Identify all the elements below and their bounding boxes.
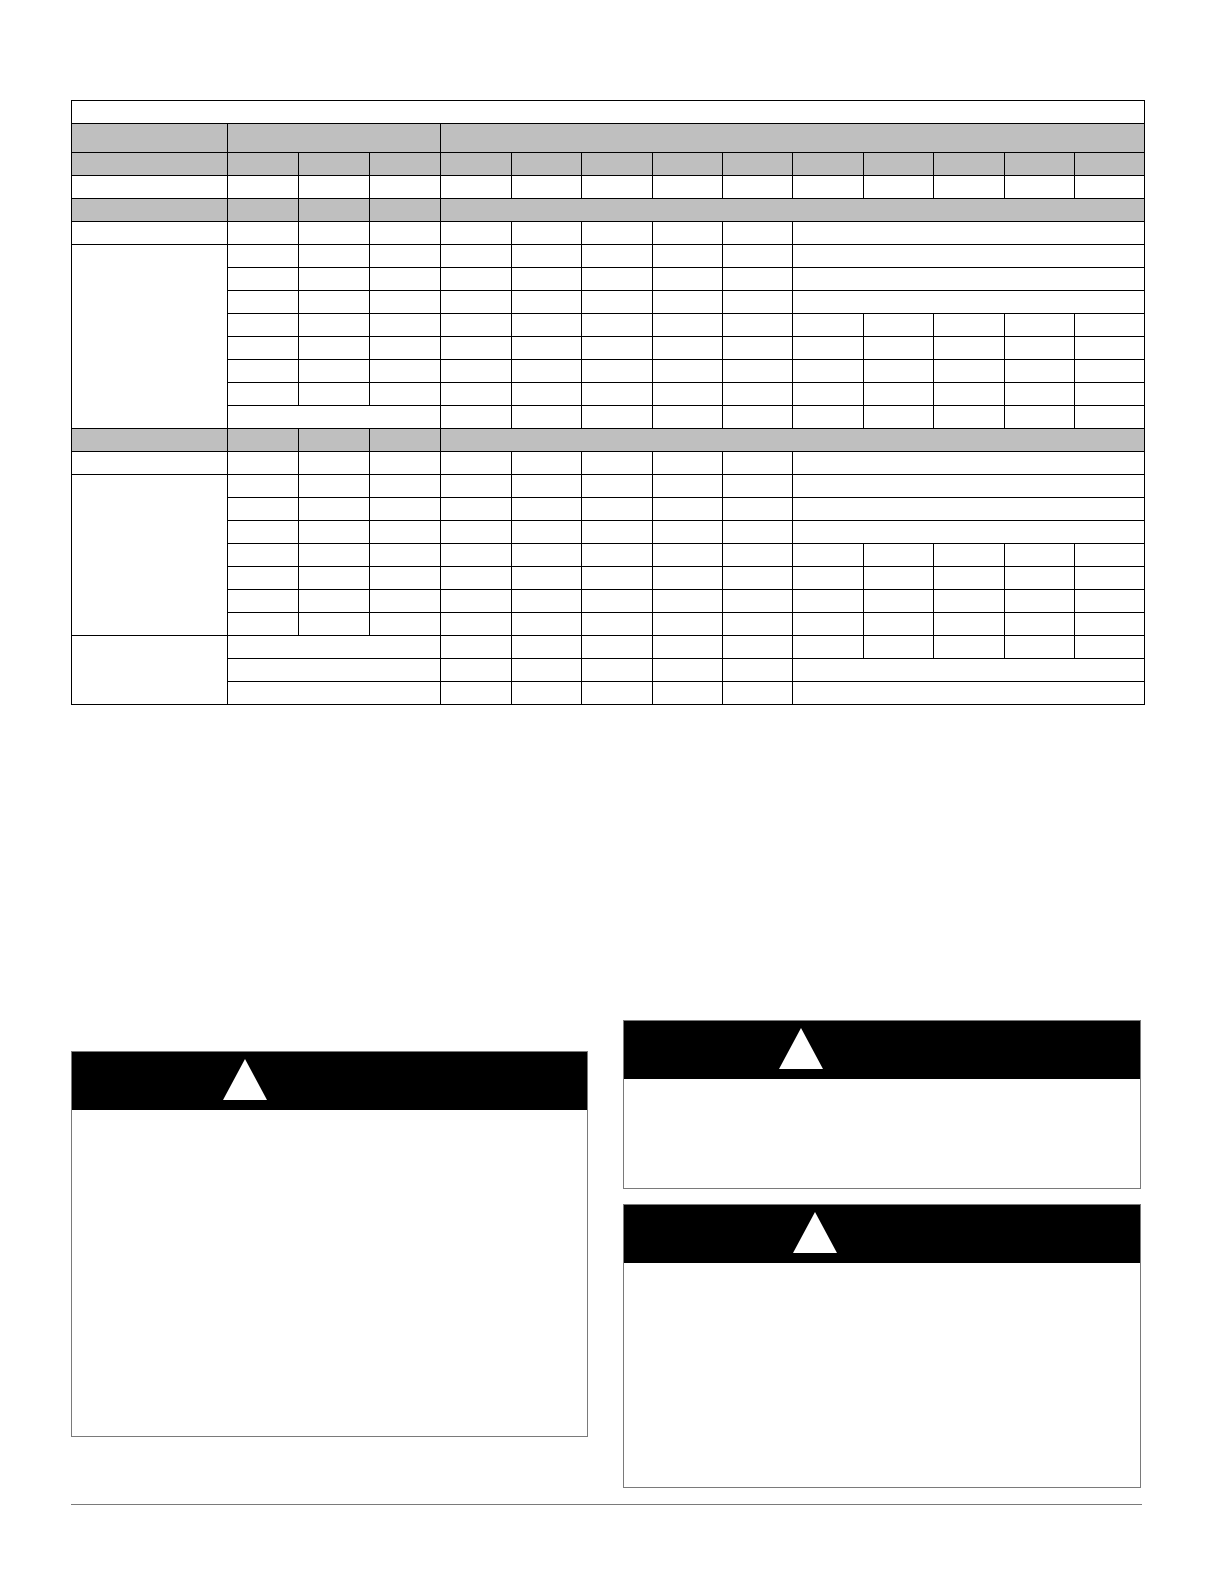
table-cell	[723, 475, 793, 498]
table-cell	[72, 176, 228, 199]
table-cell	[723, 544, 793, 567]
table-cell	[512, 268, 582, 291]
table-cell	[299, 475, 370, 498]
table-cell	[72, 452, 228, 475]
table-cell	[441, 590, 512, 613]
table-cell	[1005, 406, 1075, 429]
table-row	[72, 291, 1145, 314]
table-cell	[653, 245, 723, 268]
table-cell	[228, 291, 299, 314]
table-cell	[934, 337, 1005, 360]
warning-box-right-bottom	[623, 1204, 1141, 1488]
table-cell	[793, 498, 1145, 521]
table-cell	[72, 429, 228, 452]
row-group-label	[72, 636, 228, 705]
table-cell	[370, 337, 441, 360]
table-cell	[1005, 360, 1075, 383]
warning-triangle-icon	[779, 1028, 823, 1069]
table-cell	[441, 567, 512, 590]
table-cell	[723, 452, 793, 475]
warning-triangle-icon	[223, 1059, 267, 1100]
table-cell	[864, 153, 934, 176]
table-cell	[653, 682, 723, 705]
table-cell	[934, 176, 1005, 199]
table-cell	[653, 222, 723, 245]
table-cell	[370, 544, 441, 567]
table-cell	[228, 452, 299, 475]
table-cell	[512, 659, 582, 682]
table-cell	[653, 567, 723, 590]
table-cell	[370, 521, 441, 544]
table-cell	[370, 268, 441, 291]
table-cell	[228, 567, 299, 590]
table-row	[72, 314, 1145, 337]
table-cell	[512, 636, 582, 659]
table-cell	[228, 337, 299, 360]
table-cell	[793, 521, 1145, 544]
table-cell	[512, 567, 582, 590]
table-cell	[1075, 176, 1145, 199]
table-cell	[441, 337, 512, 360]
table-cell	[723, 613, 793, 636]
table-row	[72, 222, 1145, 245]
warning-box-left	[71, 1051, 588, 1437]
table-cell	[1005, 383, 1075, 406]
table-cell	[299, 590, 370, 613]
row-group-label	[72, 245, 228, 429]
table-cell	[299, 199, 370, 222]
table-cell	[1005, 337, 1075, 360]
table-cell	[793, 613, 864, 636]
table-cell	[228, 268, 299, 291]
table-cell	[370, 222, 441, 245]
table-cell	[582, 222, 653, 245]
table-row	[72, 245, 1145, 268]
table-cell	[793, 176, 864, 199]
table-row	[72, 337, 1145, 360]
table-row	[72, 383, 1145, 406]
table-cell	[934, 613, 1005, 636]
table-cell	[370, 590, 441, 613]
table-cell	[793, 567, 864, 590]
table-cell	[934, 314, 1005, 337]
table-cell	[441, 314, 512, 337]
table-cell	[723, 406, 793, 429]
table-cell	[723, 360, 793, 383]
table-cell	[582, 590, 653, 613]
table-cell	[299, 245, 370, 268]
warning-header-band	[624, 1205, 1140, 1263]
table-cell	[1075, 337, 1145, 360]
warning-triangle-icon	[793, 1212, 837, 1253]
table-cell	[299, 314, 370, 337]
table-cell	[864, 613, 934, 636]
table-cell	[582, 498, 653, 521]
table-cell	[72, 222, 228, 245]
table-row	[72, 452, 1145, 475]
table-cell	[934, 383, 1005, 406]
table-cell	[512, 452, 582, 475]
table-cell	[653, 636, 723, 659]
table-cell	[299, 176, 370, 199]
table-cell	[864, 314, 934, 337]
table-cell	[512, 291, 582, 314]
table-cell	[441, 176, 512, 199]
table-cell	[512, 314, 582, 337]
table-cell	[228, 176, 299, 199]
table-row	[72, 521, 1145, 544]
table-cell	[370, 153, 441, 176]
table-cell	[299, 291, 370, 314]
table-cell	[441, 245, 512, 268]
table-cell	[370, 314, 441, 337]
table-cell	[793, 245, 1145, 268]
table-cell	[228, 659, 441, 682]
header-cell	[72, 153, 228, 176]
table-cell	[441, 613, 512, 636]
table-cell	[793, 291, 1145, 314]
table-cell	[1005, 567, 1075, 590]
table-cell	[228, 222, 299, 245]
table-cell	[653, 659, 723, 682]
table-cell	[934, 567, 1005, 590]
table-cell	[793, 314, 864, 337]
table-title	[72, 101, 1145, 124]
warning-box-right-top	[623, 1020, 1141, 1189]
table-cell	[793, 337, 864, 360]
table-cell	[723, 659, 793, 682]
table-cell	[1075, 153, 1145, 176]
table-header-row	[72, 124, 1145, 153]
table-cell	[723, 636, 793, 659]
table-cell	[934, 590, 1005, 613]
table-cell	[370, 452, 441, 475]
table-cell	[723, 245, 793, 268]
table-cell	[512, 682, 582, 705]
table-row	[72, 590, 1145, 613]
table-cell	[723, 291, 793, 314]
table-cell	[934, 406, 1005, 429]
table-cell	[370, 291, 441, 314]
table-cell	[228, 613, 299, 636]
table-cell	[653, 544, 723, 567]
table-cell	[582, 245, 653, 268]
table-cell	[512, 337, 582, 360]
table-cell	[653, 176, 723, 199]
header-cell	[72, 124, 228, 153]
table-cell	[512, 360, 582, 383]
table-cell	[1075, 360, 1145, 383]
table-cell	[653, 268, 723, 291]
table-row	[72, 360, 1145, 383]
table-cell	[723, 521, 793, 544]
table-cell	[653, 521, 723, 544]
table-cell	[299, 222, 370, 245]
table-row	[72, 268, 1145, 291]
table-cell	[1075, 544, 1145, 567]
table-cell	[653, 383, 723, 406]
table-cell	[441, 383, 512, 406]
table-cell	[582, 636, 653, 659]
table-cell	[228, 682, 441, 705]
table-cell	[864, 567, 934, 590]
table-cell	[582, 567, 653, 590]
table-cell	[653, 452, 723, 475]
table-cell	[1075, 636, 1145, 659]
table-cell	[1075, 567, 1145, 590]
table-row	[72, 544, 1145, 567]
table-cell	[512, 222, 582, 245]
table-cell	[864, 406, 934, 429]
table-cell	[582, 291, 653, 314]
table-cell	[1005, 613, 1075, 636]
table-cell	[582, 521, 653, 544]
table-cell	[512, 153, 582, 176]
table-cell	[653, 360, 723, 383]
table-cell	[864, 590, 934, 613]
table-cell	[228, 429, 299, 452]
table-row	[72, 176, 1145, 199]
table-cell	[864, 337, 934, 360]
table-cell	[299, 153, 370, 176]
table-cell	[1005, 590, 1075, 613]
table-cell	[653, 590, 723, 613]
table-row	[72, 636, 1145, 659]
table-cell	[512, 613, 582, 636]
table-cell	[934, 636, 1005, 659]
table-cell	[723, 337, 793, 360]
table-cell	[793, 452, 1145, 475]
table-cell	[441, 636, 512, 659]
table-cell	[441, 360, 512, 383]
table-cell	[299, 567, 370, 590]
row-group-label	[72, 475, 228, 636]
table-cell	[512, 544, 582, 567]
footer-divider	[71, 1504, 1142, 1505]
table-cell	[441, 452, 512, 475]
table-cell	[512, 406, 582, 429]
table-cell	[582, 268, 653, 291]
table-cell	[441, 498, 512, 521]
table-cell	[582, 544, 653, 567]
table-cell	[441, 406, 512, 429]
table-cell	[582, 682, 653, 705]
table-title-row	[72, 101, 1145, 124]
table-row	[72, 406, 1145, 429]
table-cell	[934, 544, 1005, 567]
table-cell	[441, 521, 512, 544]
table-cell	[793, 222, 1145, 245]
table-cell	[1075, 383, 1145, 406]
table-cell	[582, 659, 653, 682]
table-cell	[723, 222, 793, 245]
table-row	[72, 682, 1145, 705]
table-cell	[228, 383, 299, 406]
table-cell	[441, 153, 512, 176]
table-cell	[228, 475, 299, 498]
table-cell	[864, 544, 934, 567]
table-cell	[228, 406, 441, 429]
table-cell	[441, 475, 512, 498]
table-cell	[228, 636, 441, 659]
table-cell	[441, 291, 512, 314]
table-cell	[653, 406, 723, 429]
table-cell	[441, 429, 1145, 452]
table-cell	[582, 337, 653, 360]
table-cell	[653, 291, 723, 314]
table-cell	[512, 245, 582, 268]
table-cell	[370, 429, 441, 452]
table-cell	[582, 475, 653, 498]
table-cell	[299, 521, 370, 544]
table-cell	[370, 245, 441, 268]
table-cell	[299, 452, 370, 475]
table-cell	[793, 636, 864, 659]
table-cell	[441, 682, 512, 705]
table-cell	[512, 383, 582, 406]
table-cell	[793, 406, 864, 429]
table-cell	[582, 452, 653, 475]
table-cell	[864, 383, 934, 406]
table-cell	[299, 360, 370, 383]
table-cell	[1005, 636, 1075, 659]
table-row	[72, 475, 1145, 498]
table-cell	[864, 636, 934, 659]
table-cell	[370, 360, 441, 383]
table-cell	[793, 268, 1145, 291]
table-cell	[299, 429, 370, 452]
table-cell	[864, 176, 934, 199]
table-cell	[441, 544, 512, 567]
table-cell	[1075, 314, 1145, 337]
table-cell	[1005, 544, 1075, 567]
table-row	[72, 567, 1145, 590]
table-row	[72, 613, 1145, 636]
table-cell	[793, 360, 864, 383]
table-cell	[582, 613, 653, 636]
table-cell	[793, 153, 864, 176]
section-header-row	[72, 429, 1145, 452]
table-cell	[228, 360, 299, 383]
table-cell	[653, 153, 723, 176]
table-cell	[582, 176, 653, 199]
table-cell	[1075, 590, 1145, 613]
table-cell	[299, 498, 370, 521]
table-cell	[793, 383, 864, 406]
table-cell	[370, 475, 441, 498]
table-cell	[723, 153, 793, 176]
table-cell	[582, 153, 653, 176]
table-cell	[1075, 613, 1145, 636]
table-cell	[653, 475, 723, 498]
table-cell	[653, 314, 723, 337]
table-cell	[299, 383, 370, 406]
table-cell	[582, 360, 653, 383]
table-cell	[512, 176, 582, 199]
table-cell	[723, 268, 793, 291]
table-cell	[228, 521, 299, 544]
table-cell	[72, 199, 228, 222]
table-cell	[793, 590, 864, 613]
table-cell	[441, 199, 1145, 222]
header-cell	[441, 124, 1145, 153]
table-cell	[299, 613, 370, 636]
table-cell	[370, 613, 441, 636]
table-subheader-row	[72, 153, 1145, 176]
table-cell	[370, 498, 441, 521]
table-cell	[370, 176, 441, 199]
table-cell	[228, 199, 299, 222]
table-cell	[582, 383, 653, 406]
table-cell	[793, 544, 864, 567]
table-cell	[723, 682, 793, 705]
table-cell	[934, 153, 1005, 176]
table-cell	[512, 521, 582, 544]
table-cell	[653, 613, 723, 636]
table-cell	[1005, 153, 1075, 176]
table-cell	[864, 360, 934, 383]
table-cell	[793, 659, 1145, 682]
table-cell	[228, 245, 299, 268]
table-cell	[228, 590, 299, 613]
table-cell	[582, 406, 653, 429]
table-cell	[228, 153, 299, 176]
table-cell	[370, 567, 441, 590]
table-row	[72, 498, 1145, 521]
table-cell	[934, 360, 1005, 383]
table-cell	[1005, 314, 1075, 337]
table-cell	[299, 544, 370, 567]
table-cell	[723, 590, 793, 613]
table-cell	[723, 498, 793, 521]
table-cell	[582, 314, 653, 337]
table-cell	[793, 475, 1145, 498]
table-cell	[228, 314, 299, 337]
table-cell	[723, 314, 793, 337]
table-cell	[1075, 406, 1145, 429]
table-cell	[228, 498, 299, 521]
table-cell	[370, 199, 441, 222]
table-cell	[512, 590, 582, 613]
table-row	[72, 659, 1145, 682]
section-header-row	[72, 199, 1145, 222]
table-cell	[228, 544, 299, 567]
table-cell	[441, 268, 512, 291]
table-cell	[299, 268, 370, 291]
table-cell	[653, 498, 723, 521]
table-cell	[723, 176, 793, 199]
table-cell	[723, 567, 793, 590]
warning-header-band	[624, 1021, 1140, 1079]
table-cell	[1005, 176, 1075, 199]
table-cell	[512, 498, 582, 521]
table-cell	[299, 337, 370, 360]
specifications-table	[71, 100, 1145, 705]
table-cell	[512, 475, 582, 498]
table-cell	[370, 383, 441, 406]
table-cell	[441, 222, 512, 245]
table-cell	[723, 383, 793, 406]
table-cell	[793, 682, 1145, 705]
table-cell	[441, 659, 512, 682]
table-cell	[653, 337, 723, 360]
warning-header-band	[72, 1052, 587, 1110]
header-cell	[228, 124, 441, 153]
